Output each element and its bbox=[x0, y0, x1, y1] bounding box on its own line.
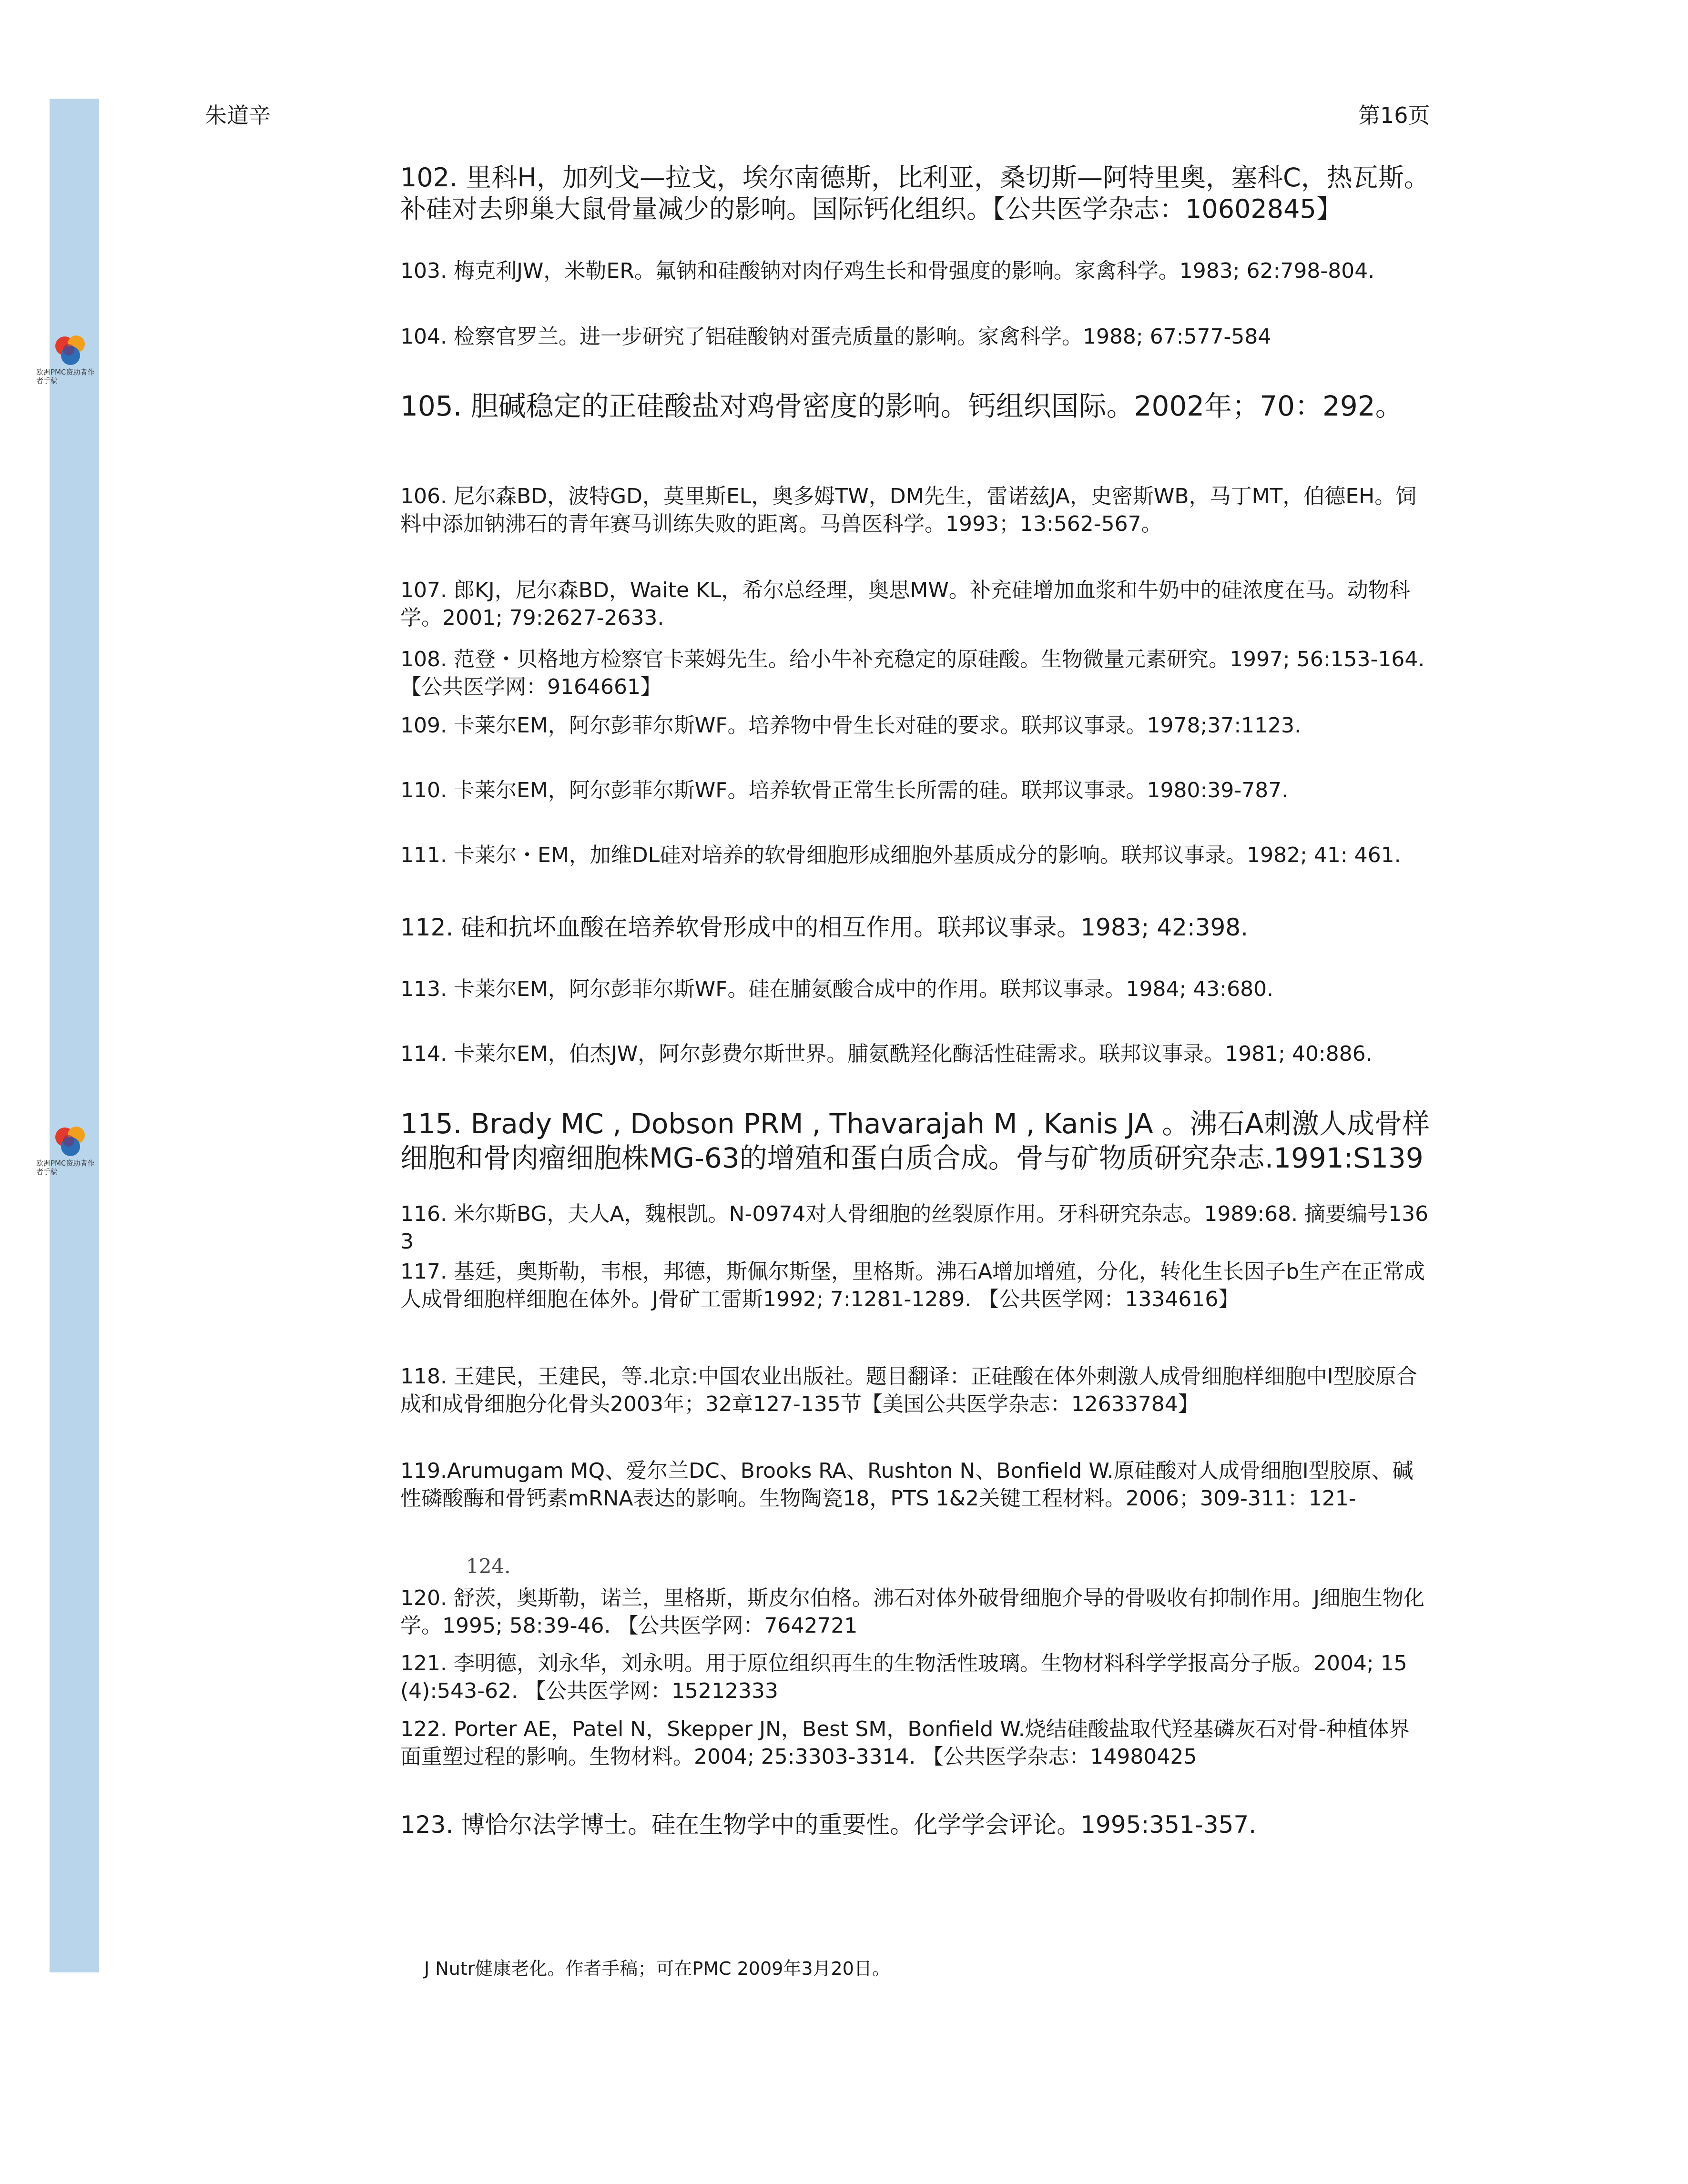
reference-118: 118. 王建民，王建民，等.北京:中国农业出版社。题目翻译：正硅酸在体外刺激人成骨细胞样细胞中I型胶原合成和成骨细胞分化骨头2003年；32章127-135节【美国公共医学杂志：12633784】 bbox=[400, 1364, 1417, 1416]
reference-117: 117. 基廷，奥斯勒，韦根，邦德，斯佩尔斯堡，里格斯。沸石A增加增殖，分化，转化生长因子b生产在正常成人成骨细胞样细胞在体外。J骨矿工雷斯1992; 7:1281-1289. 【公共医学网：1334616】 bbox=[400, 1260, 1425, 1311]
reference-111: 111. 卡莱尔・EM，加维DL硅对培养的软骨细胞形成细胞外基质成分的影响。联邦议事录。1982; 41: 461. bbox=[400, 843, 1401, 867]
reference-121: 121. 李明德，刘永华，刘永明。用于原位组织再生的生物活性玻璃。生物材料科学学报高分子版。2004; 15(4):543-62. 【公共医学网：15212333 bbox=[400, 1651, 1407, 1703]
pmc-badge-caption: 欧洲PMC资助者作者手稿 bbox=[36, 1159, 95, 1176]
reference-122: 122. Porter AE，Patel N，Skepper JN，Best SM，Bonfield W.烧结硅酸盐取代羟基磷灰石对骨-种植体界面重塑过程的影响。生物材料。2004; 25:3303-3314. 【公共医学杂志：14980425 bbox=[400, 1717, 1410, 1769]
europe-pmc-logo-icon bbox=[51, 1125, 91, 1159]
reference-120: 120. 舒茨，奥斯勒，诺兰，里格斯，斯皮尔伯格。沸石对体外破骨细胞介导的骨吸收有抑制作用。J细胞生物化学。1995; 58:39-46. 【公共医学网：7642721 bbox=[400, 1586, 1424, 1638]
reference-107: 107. 郎KJ，尼尔森BD，Waite KL，希尔总经理，奥思MW。补充硅增加血浆和牛奶中的硅浓度在马。动物科学。2001; 79:2627-2633. bbox=[400, 578, 1410, 630]
reference-115: 115. Brady MC , Dobson PRM , Thavarajah M , Kanis JA 。沸石A刺激人成骨样细胞和骨肉瘤细胞株MG-63的增殖和蛋白质合成。骨与矿物质研究杂志.1991:S139 bbox=[400, 1107, 1430, 1174]
reference-102: 102. 里科H，加列戈—拉戈，埃尔南德斯，比利亚，桑切斯—阿特里奥，塞科C，热瓦斯。补硅对去卵巢大鼠骨量减少的影响。国际钙化组织。【公共医学杂志：10602845】 bbox=[400, 163, 1430, 224]
reference-114: 114. 卡莱尔EM，伯杰JW，阿尔彭费尔斯世界。脯氨酰羟化酶活性硅需求。联邦议事录。1981; 40:886. bbox=[400, 1042, 1373, 1066]
reference-105: 105. 胆碱稳定的正硅酸盐对鸡骨密度的影响。钙组织国际。2002年；70：292。 bbox=[400, 390, 1403, 422]
europe-pmc-logo-icon bbox=[51, 334, 91, 368]
reference-104: 104. 检察官罗兰。进一步研究了铝硅酸钠对蛋壳质量的影响。家禽科学。1988; 67:577-584 bbox=[400, 325, 1271, 349]
reference-106: 106. 尼尔森BD，波特GD，莫里斯EL，奥多姆TW，DM先生，雷诺兹JA，史密斯WB，马丁MT，伯德EH。饲料中添加钠沸石的青年赛马训练失败的距离。马兽医科学。1993；13:562-567。 bbox=[400, 484, 1417, 536]
reference-119: 119.Arumugam MQ、爱尔兰DC、Brooks RA、Rushton N、Bonfield W.原硅酸对人成骨细胞Ⅰ型胶原、碱性磷酸酶和骨钙素mRNA表达的影响。生物陶瓷18，PTS 1&2关键工程材料。2006；309-311：121- bbox=[400, 1459, 1413, 1511]
reference-113: 113. 卡莱尔EM，阿尔彭菲尔斯WF。硅在脯氨酸合成中的作用。联邦议事录。1984; 43:680. bbox=[400, 977, 1274, 1001]
pmc-badge-caption: 欧洲PMC资助者作者手稿 bbox=[36, 368, 95, 385]
reference-109: 109. 卡莱尔EM，阿尔彭菲尔斯WF。培养物中骨生长对硅的要求。联邦议事录。1978;37:1123. bbox=[400, 713, 1302, 738]
reference-110: 110. 卡莱尔EM，阿尔彭菲尔斯WF。培养软骨正常生长所需的硅。联邦议事录。1980:39-787. bbox=[400, 778, 1289, 802]
reference-103: 103. 梅克利JW，米勒ER。氟钠和硅酸钠对肉仔鸡生长和骨强度的影响。家禽科学。1983; 62:798-804. bbox=[400, 259, 1375, 283]
footer-citation: J Nutr健康老化。作者手稿；可在PMC 2009年3月20日。 bbox=[424, 1958, 890, 1979]
page-range-fragment: 124. bbox=[466, 1554, 511, 1578]
reference-108: 108. 范登・贝格地方检察官卡莱姆先生。给小牛补充稳定的原硅酸。生物微量元素研究。1997; 56:153-164. 【公共医学网：9164661】 bbox=[400, 647, 1432, 699]
header-author: 朱道辛 bbox=[205, 102, 271, 128]
page-number: 第16页 bbox=[1358, 102, 1430, 128]
reference-116: 116. 米尔斯BG，夫人A，魏根凯。N-0974对人骨细胞的丝裂原作用。牙科研究杂志。1989:68. 摘要编号1363 bbox=[400, 1202, 1429, 1254]
reference-112: 112. 硅和抗坏血酸在培养软骨形成中的相互作用。联邦议事录。1983; 42:398. bbox=[400, 914, 1249, 941]
reference-123: 123. 博恰尔法学博士。硅在生物学中的重要性。化学学会评论。1995:351-357. bbox=[400, 1811, 1257, 1839]
